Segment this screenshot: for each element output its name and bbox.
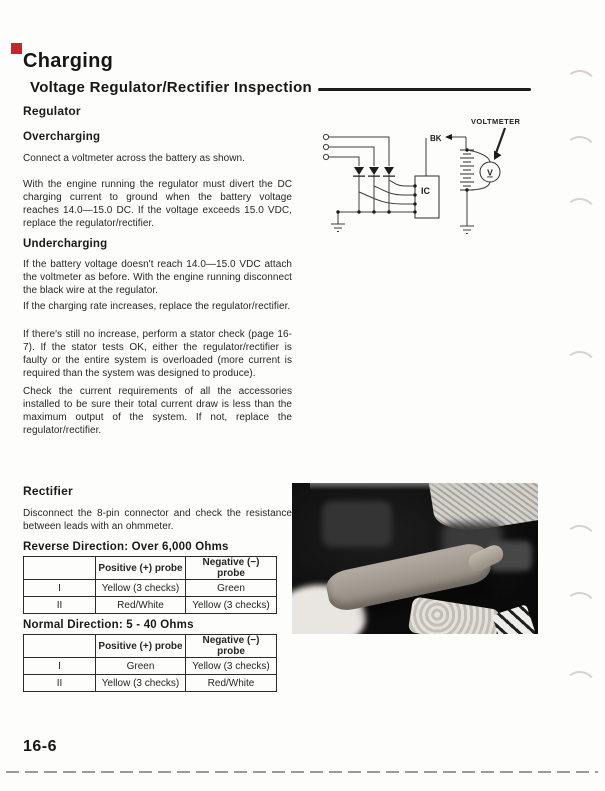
overcharging-paragraph: With the engine running the regulator must divert the DC charging current to ground when the battery voltage reaches 14.0—15.0 DC. If the voltage exceeds 15.0 VDC, replace the regulator/rectifier. xyxy=(23,179,292,229)
binder-ring-mark xyxy=(563,196,598,229)
overcharging-heading: Overcharging xyxy=(23,131,101,143)
overcharging-paragraph: Connect a voltmeter across the battery as shown. xyxy=(23,153,245,164)
cell: Yellow (3 checks) xyxy=(186,597,277,614)
voltmeter-v-symbol: V xyxy=(487,167,493,178)
terminal-circle xyxy=(323,134,328,139)
binder-ring-mark xyxy=(563,68,598,101)
table-row xyxy=(24,658,277,675)
header-cell: Negative (−) probe xyxy=(186,635,277,658)
row-label: II xyxy=(24,675,96,692)
binder-ring-mark xyxy=(563,590,598,623)
normal-direction-table xyxy=(23,634,277,692)
cell: Yellow (3 checks) xyxy=(186,658,277,675)
cell: Yellow (3 checks) xyxy=(96,580,186,597)
undercharging-paragraph: If there's still no increase, perform a stator check (page 16-7). If the stator tests OK, either the regulator/rectifier is faulty or the entire system is overloaded (more current is required than the system was designed to produce). xyxy=(23,329,292,379)
header-cell: Positive (+) probe xyxy=(96,635,186,658)
row-label: II xyxy=(24,597,96,614)
cell: Yellow (3 checks) xyxy=(96,675,186,692)
regulator-heading: Regulator xyxy=(23,104,81,118)
perforation-line xyxy=(6,771,598,773)
normal-direction-title: Normal Direction: 5 - 40 Ohms xyxy=(23,619,194,631)
bk-label: BK xyxy=(430,134,442,143)
undercharging-heading: Undercharging xyxy=(23,238,108,250)
binder-ring-mark xyxy=(563,669,598,702)
diode-icon xyxy=(354,167,364,175)
binder-ring-mark xyxy=(563,523,598,556)
section-rule xyxy=(318,88,531,91)
header-cell: Negative (−) probe xyxy=(186,557,277,580)
voltmeter-circuit-diagram xyxy=(315,110,552,240)
table-row xyxy=(24,580,277,597)
cell: Green xyxy=(96,658,186,675)
cell: Red/White xyxy=(186,675,277,692)
diode-icon xyxy=(384,167,394,175)
table-header-row xyxy=(24,635,277,658)
diode-icon xyxy=(369,167,379,175)
header-cell xyxy=(24,635,96,658)
section-title: Voltage Regulator/Rectifier Inspection xyxy=(30,79,313,96)
page-number: 16-6 xyxy=(23,738,58,755)
row-label: I xyxy=(24,658,96,675)
terminal-circle xyxy=(323,154,328,159)
rectifier-heading: Rectifier xyxy=(23,484,73,498)
rectifier-connector-photo xyxy=(292,483,538,634)
rectifier-paragraph: Disconnect the 8-pin connector and check the resistance between leads with an ohmmeter. xyxy=(23,508,292,532)
ic-label: IC xyxy=(421,186,430,196)
undercharging-paragraph: If the charging rate increases, replace the regulator/rectifier. xyxy=(23,301,291,312)
voltmeter-label: VOLTMETER xyxy=(471,117,521,126)
undercharging-paragraph: Check the current requirements of all the accessories installed to be sure their total current draw is less than the maximum output of the system. If not, replace the regulator/rectifier. xyxy=(23,386,292,436)
cell: Green xyxy=(186,580,277,597)
reverse-direction-table xyxy=(23,556,277,614)
table-header-row xyxy=(24,557,277,580)
chapter-color-tab xyxy=(11,43,22,54)
row-label: I xyxy=(24,580,96,597)
header-cell: Positive (+) probe xyxy=(96,557,186,580)
header-cell xyxy=(24,557,96,580)
reverse-direction-title: Reverse Direction: Over 6,000 Ohms xyxy=(23,541,229,553)
bk-arrow-icon xyxy=(445,134,452,140)
page-title: Charging xyxy=(23,50,114,72)
cell: Red/White xyxy=(96,597,186,614)
binder-ring-mark xyxy=(563,134,598,167)
binder-ring-mark xyxy=(563,349,598,382)
table-row xyxy=(24,597,277,614)
terminal-circle xyxy=(323,144,328,149)
undercharging-paragraph: If the battery voltage doesn't reach 14.0—15.0 VDC attach the voltmeter as before. With the engine running disconnect the black wire at the regulator. xyxy=(23,259,292,296)
table-row xyxy=(24,675,277,692)
